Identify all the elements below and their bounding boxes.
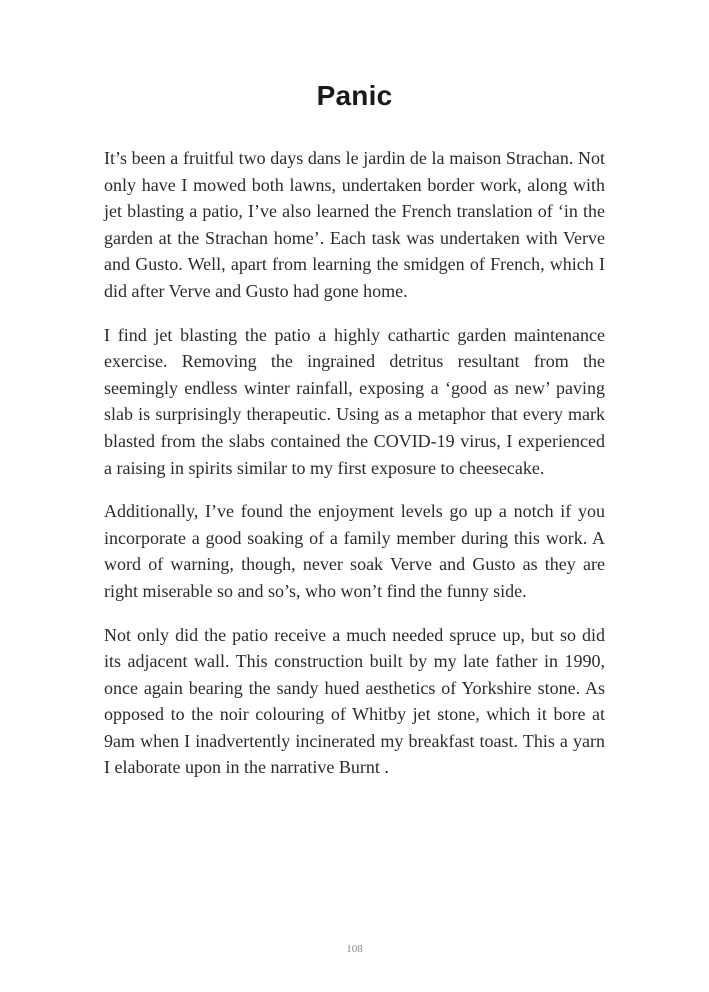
page-number: 108: [346, 943, 363, 955]
body-text: [104, 145, 605, 798]
paragraph-3: Additionally, I’ve found the enjoyment levels go up a notch if you incorporate a good soaking of a family member during this work. A word of warning, though, never soak Verve and Gusto as they are right miserable so and so’s, who won’t find the funny side.: [104, 501, 605, 601]
paragraph-1: It’s been a fruitful two days dans le jardin de la maison Strachan. Not only have I mowed both lawns, undertaken border work, along with jet blasting a patio, I’ve also learned the French translation of ‘in the garden at the Strachan home’. Each task was undertaken with Verve and Gusto. Well, apart from learning the smidgen of French, which I did after Verve and Gusto had gone home.: [104, 148, 605, 301]
page-title: Panic: [316, 80, 393, 111]
paragraph-2: I find jet blasting the patio a highly cathartic garden maintenance exercise. Removing the ingrained detritus resultant from the seemingly endless winter rainfall, exposing a ‘good as new’ paving slab is surprisingly therapeutic. Using as a metaphor that every mark blasted from the slabs contained the COVID-19 virus, I experienced a raising in spirits similar to my first exposure to cheesecake.: [104, 324, 605, 478]
paragraph-4: Not only did the patio receive a much needed spruce up, but so did its adjacent wall. This construction built by my late father in 1990, once again bearing the sandy hued aesthetics of Yorkshire stone. As opposed to the noir colouring of Whitby jet stone, which it bore at 9am when I inadvertently incinerated my breakfast toast. This a yarn I elaborate upon in the narrative Burnt .: [104, 624, 605, 778]
